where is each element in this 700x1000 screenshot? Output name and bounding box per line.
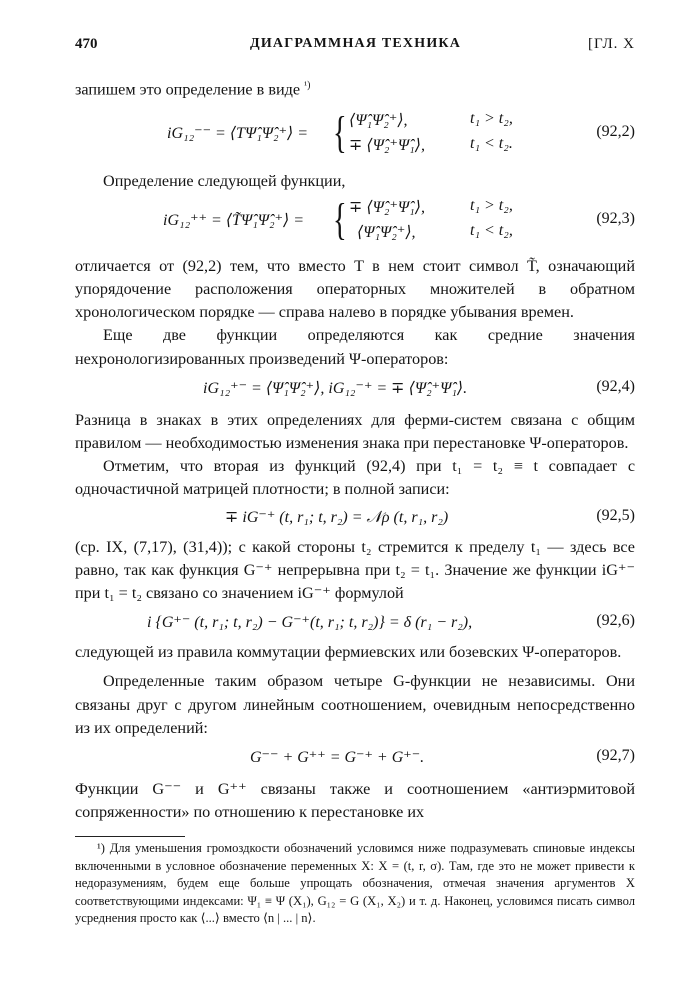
eq-92-3-number: (92,3) bbox=[596, 209, 635, 227]
eq-92-2-cond1: t₁ > t₂, bbox=[470, 109, 513, 127]
eq-92-3-brace: { bbox=[333, 194, 347, 244]
page-header bbox=[75, 36, 635, 60]
eq-92-2-brace: { bbox=[333, 107, 347, 157]
eq-92-2-case2: ∓ ⟨Ψ̂₂⁺Ψ̂₁⟩, bbox=[349, 136, 425, 154]
equation-92-5 bbox=[75, 504, 635, 532]
footnote-marker: ¹) bbox=[304, 80, 311, 91]
eq-92-4-formula: iG₁₂⁺⁻ = ⟨Ψ̂₁Ψ̂₂⁺⟩, iG₁₂⁻⁺ = ∓ ⟨Ψ̂₂⁺Ψ̂₁⟩. bbox=[203, 379, 468, 397]
paragraph-7: (ср. IX, (7,17), (31,4)); с какой стороны t₂ стремится к пределу t₁ — здесь все равно, так как функция G⁻⁺ непрерывна при t₂ = t₁. Значение же функции iG⁺⁻ при t₁ = t₂ связано со значением iG⁻⁺ формулой bbox=[75, 537, 635, 603]
paragraph-8: следующей из правила коммутации фермиевских или бозевских Ψ-операторов. bbox=[75, 643, 622, 662]
eq-92-7-number: (92,7) bbox=[596, 747, 635, 765]
paragraph-4: Еще две функции определяются как средние значения нехронологизированных произведений Ψ-операторов: bbox=[75, 326, 635, 368]
paragraph-5: Разница в знаках в этих определениях для ферми-систем связана с общим правилом — необходимостью изменения знака при перестановке Ψ-операторов. bbox=[75, 410, 635, 453]
equation-92-6 bbox=[75, 609, 635, 637]
paragraph-10: Функции G⁻⁻ и G⁺⁺ связаны также и соотношением «антиэрмитовой сопряженности» по отношению к перестановке их bbox=[75, 780, 635, 822]
equation-92-4 bbox=[75, 375, 635, 403]
eq-92-2-cond2: t₁ < t₂. bbox=[470, 134, 513, 152]
running-title: ДИАГРАММНАЯ ТЕХНИКА bbox=[250, 36, 462, 51]
eq-92-2-lhs: iG₁₂⁻⁻ = ⟨TΨ̂₁Ψ̂₂⁺⟩ = bbox=[167, 124, 309, 142]
eq-92-6-number: (92,6) bbox=[596, 612, 635, 630]
eq-92-5-number: (92,5) bbox=[596, 506, 635, 524]
paragraph-2: Определение следующей функции, bbox=[103, 171, 346, 190]
paragraph-3: отличается от (92,2) тем, что вместо T в нем стоит символ T̃, означающий упорядочение расположения операторных множителей в обратном хронологическом порядке — справа налево в порядке убывания времен. bbox=[75, 256, 635, 322]
eq-92-5-formula: ∓ iG⁻⁺ (t, r₁; t, r₂) = 𝒩ρ (t, r₁, r₂) bbox=[225, 508, 449, 526]
book-page bbox=[75, 36, 635, 928]
eq-92-3-case1: ∓ ⟨Ψ̂₂⁺Ψ̂₁⟩, bbox=[349, 198, 425, 216]
equation-92-7 bbox=[75, 744, 635, 772]
eq-92-4-number: (92,4) bbox=[596, 377, 635, 395]
paragraph-9: Определенные таким образом четыре G-функции не независимы. Они связаны друг с другом линейным соотношением, очевидным непосредственно из их определений: bbox=[75, 672, 635, 737]
footnote: ¹) Для уменьшения громоздкости обозначений условимся ниже подразумевать спиновые индексы включенными в условное обозначение переменных X: X = (t, r, σ). Там, где это не может привести к недоразумениям, будем еще больше упрощать обозначения, отмечая значения аргументов X соответствующими индексами: Ψ₁ ≡ Ψ (X₁), G₁₂ = G (X₁, X₂) и т. д. Наконец, условимся писать символ усреднения просто как ⟨...⟩ вместо ⟨n | ... | n⟩. bbox=[75, 841, 635, 926]
paragraph-1: запишем это определение в виде $^{^1)}$ bbox=[75, 80, 311, 99]
eq-92-2-case1: ⟨Ψ̂₁Ψ̂₂⁺⟩, bbox=[349, 111, 408, 129]
equation-92-2 bbox=[75, 108, 635, 160]
eq-92-2-number: (92,2) bbox=[596, 122, 635, 140]
equation-92-3 bbox=[75, 195, 635, 247]
eq-92-3-cond1: t₁ > t₂, bbox=[470, 196, 513, 214]
eq-92-3-case2: ⟨Ψ̂₁Ψ̂₂⁺⟩, bbox=[357, 223, 416, 241]
eq-92-3-cond2: t₁ < t₂, bbox=[470, 221, 513, 239]
eq-92-7-formula: G⁻⁻ + G⁺⁺ = G⁻⁺ + G⁺⁻. bbox=[250, 749, 425, 767]
eq-92-6-formula: i {G⁺⁻ (t, r₁; t, r₂) − G⁻⁺(t, r₁; t, r₂)} = δ (r₁ − r₂), bbox=[147, 614, 473, 632]
paragraph-6: Отметим, что вторая из функций (92,4) при t₁ = t₂ ≡ t совпадает с одночастичной матрицей плотности; в полной записи: bbox=[75, 457, 635, 499]
eq-92-3-lhs: iG₁₂⁺⁺ = ⟨T̃Ψ̂₁Ψ̂₂⁺⟩ = bbox=[163, 211, 305, 229]
footnote-divider bbox=[75, 836, 185, 837]
page-number: 470 bbox=[75, 36, 98, 52]
chapter-label: [ГЛ. X bbox=[587, 36, 635, 52]
